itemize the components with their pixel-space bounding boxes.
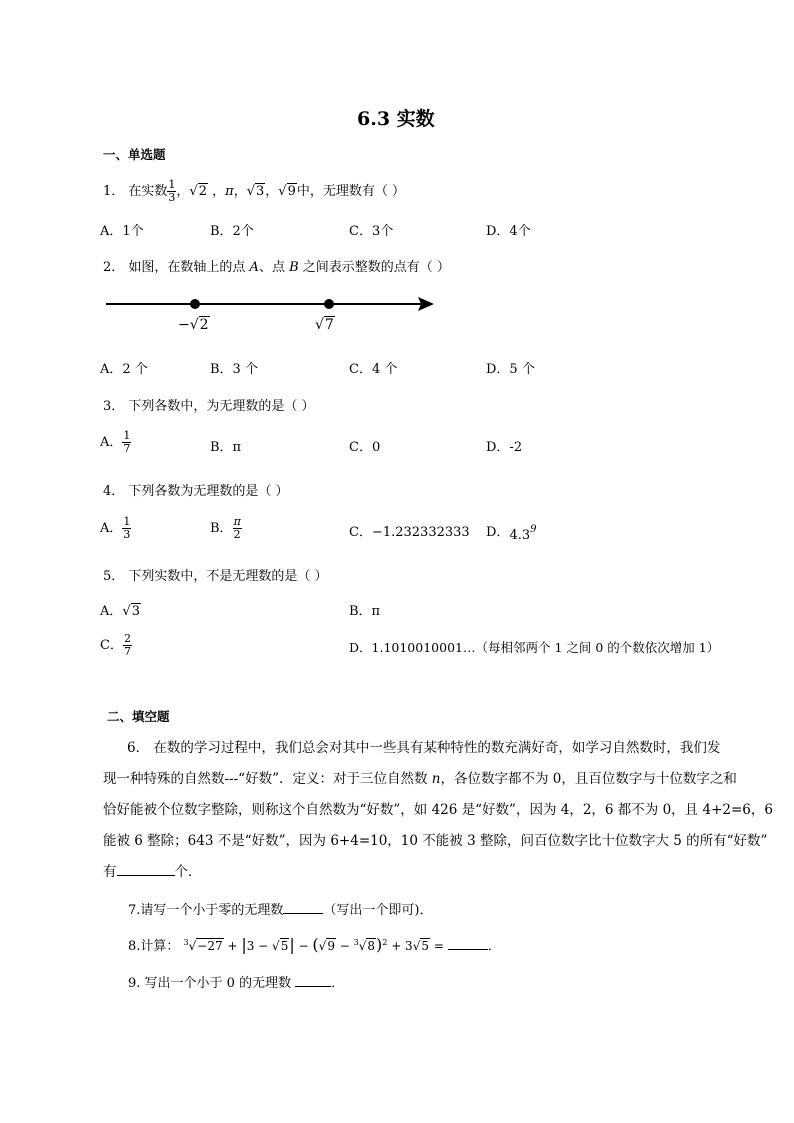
question-3-stem: 3． 下列各数中，为无理数的是（ ） <box>103 399 315 414</box>
answer-blank-q8 <box>448 949 488 950</box>
q5-option-b: B．π <box>349 604 381 619</box>
q2-option-a: A．2 个 <box>100 362 148 377</box>
point-a-dot <box>190 299 200 309</box>
section-heading-choice: 一、单选题 <box>103 147 166 162</box>
question-7: 7.请写一个小于零的无理数 （写出一个即可)． <box>128 903 433 918</box>
point-b-dot <box>324 299 334 309</box>
sqrt-3: √3 <box>246 184 265 199</box>
question-9: 9. 写出一个小于 0 的无理数 ． <box>128 976 345 991</box>
q1-option-a: A．1个 <box>100 224 144 239</box>
answer-blank-q6 <box>117 875 175 876</box>
point-b-label: √7 <box>315 317 334 333</box>
answer-blank-q9 <box>295 986 331 987</box>
q3-option-a: A． $\frac{1}{7}$ <box>100 429 131 455</box>
page-title: 6.3 实数 <box>357 108 435 130</box>
q2-option-c: C．4 个 <box>349 362 398 377</box>
q4-option-b: B． $\frac{\pi}{2}$ <box>210 515 241 541</box>
q2-option-b: B．3 个 <box>210 362 258 377</box>
sqrt-2: √2 <box>189 184 207 199</box>
question-8: 8.计算： $^3√-27 + |3 - √5| - (√9 - ^3√8)^2 + 3√5$ = ． <box>128 935 501 954</box>
q3-option-b: B．π <box>210 440 242 455</box>
section-heading-fill: 二、填空题 <box>107 709 170 724</box>
question-5-stem: 5． 下列实数中，不是无理数的是（ ） <box>103 569 328 584</box>
q2-option-d: D．5 个 <box>486 362 535 377</box>
question-1-stem: 1． 在实数 $\frac{1}{3}$ ，√2 ，π，√3，√9中，无理数有（ ） <box>103 178 406 204</box>
q8-expression: $^3√-27 + |3 - √5| - (√9 - ^3√8)^2 + 3√5$ = <box>183 935 444 954</box>
q5-option-d: D．1.1010010001…（每相邻两个 1 之间 0 的个数依次增加 1） <box>349 640 720 655</box>
question-4-stem: 4． 下列各数为无理数的是（ ） <box>103 484 289 499</box>
answer-blank-q7 <box>283 913 323 914</box>
q5-option-a: A．√3 <box>100 604 140 619</box>
q4-option-a: A． $\frac{1}{3}$ <box>100 515 131 541</box>
q1-option-b: B．2个 <box>210 224 254 239</box>
q1-option-d: D．4个 <box>486 224 531 239</box>
fraction-one-third: $\frac{1}{3}$ <box>168 178 176 204</box>
q4-option-d: D．$4.3^9$ <box>486 524 537 543</box>
question-6: 6． 在数的学习过程中，我们总会对其中一些具有某种特性的数充满好奇，如学习自然数时，我们发 现一种特殊的自然数---“好数”．定义：对于三位自然数 n，各位数字都不为 0，且百位数字与十位数字之和 恰好能被个位数字整除，则称这个自然数为“好数”，如 426 是“好数”，因为 4，2，6 都不为 0，且 4+2=6，6 能被 6 整除；643 不是“好数”，因为 6+4=10，10 不能被 3 整除，问百位数字比十位数字大 5 的所有“好数” 有 个． <box>103 740 773 880</box>
q4-option-c: C．−1.232332333 <box>349 525 470 540</box>
q5-option-c: C． $\frac{2}{7}$ <box>100 632 131 658</box>
q1-option-c: C．3个 <box>349 224 394 239</box>
number-line-figure <box>100 292 440 320</box>
q3-option-c: C．0 <box>349 440 381 455</box>
point-a-label: −√2 <box>178 317 209 333</box>
question-2-stem: 2． 如图，在数轴上的点 A、点 B 之间表示整数的点有（ ） <box>103 260 450 275</box>
sqrt-9: √9 <box>278 184 296 199</box>
q3-option-d: D．-2 <box>486 440 523 455</box>
